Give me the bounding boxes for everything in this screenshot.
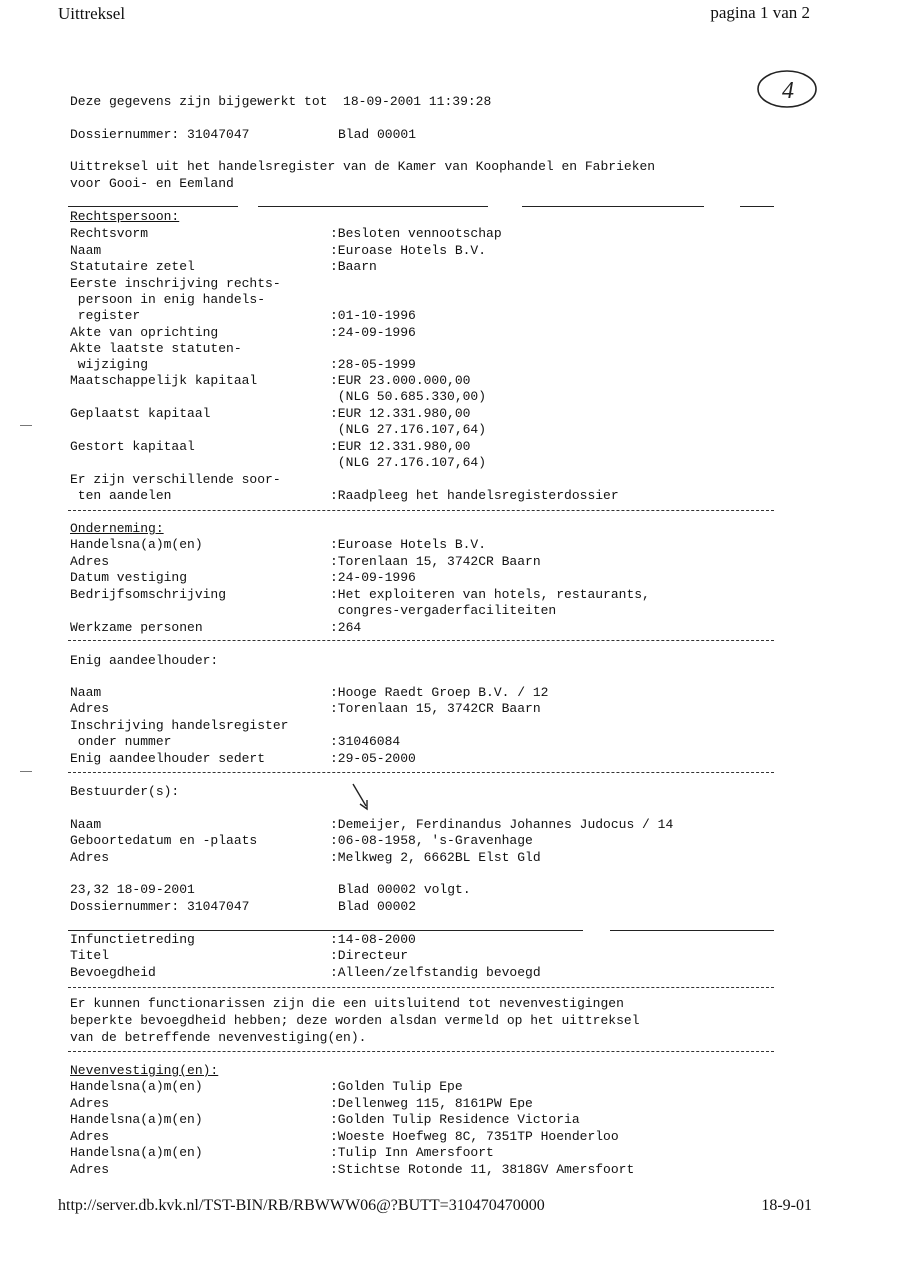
field-value: :Woeste Hoefweg 8C, 7351TP Hoenderloo — [330, 1129, 619, 1144]
field-value: :264 — [330, 620, 362, 635]
field-label: Handelsna(a)m(en) — [70, 537, 203, 552]
field-label: Handelsna(a)m(en) — [70, 1112, 203, 1127]
print-time-line: 23,32 18-09-2001 — [70, 882, 195, 897]
extract-title-line-2: voor Gooi- en Eemland — [70, 176, 234, 191]
print-footer-date: 18-9-01 — [761, 1197, 812, 1214]
dashed-separator — [68, 772, 774, 773]
field-value: :Torenlaan 15, 3742CR Baarn — [330, 701, 541, 716]
notice-line: Er kunnen functionarissen zijn die een uitsluitend tot nevenvestigingen — [70, 996, 624, 1011]
section-heading: Rechtspersoon: — [70, 209, 180, 224]
field-label: Adres — [70, 1096, 110, 1111]
field-value: :06-08-1958, 's-Gravenhage — [330, 833, 533, 848]
field-value: (NLG 27.176.107,64) — [330, 455, 487, 470]
handwritten-circled-number — [755, 68, 819, 112]
field-label: ten aandelen — [70, 488, 172, 503]
field-label: wijziging — [70, 357, 149, 372]
field-value: :Euroase Hotels B.V. — [330, 243, 487, 258]
field-label: Statutaire zetel — [70, 259, 195, 274]
field-value: :28-05-1999 — [330, 357, 416, 372]
field-value: congres-vergaderfaciliteiten — [330, 603, 557, 618]
section-heading: Onderneming: — [70, 521, 164, 536]
field-label: Inschrijving handelsregister — [70, 718, 289, 733]
field-value: :Besloten vennootschap — [330, 226, 502, 241]
scan-margin-mark — [20, 771, 32, 772]
field-label: Bedrijfsomschrijving — [70, 587, 227, 602]
section-heading: Enig aandeelhouder: — [70, 653, 219, 668]
print-footer-url: http://server.db.kvk.nl/TST-BIN/RB/RBWWW06@?BUTT=310470470000 — [58, 1197, 545, 1214]
field-label: Handelsna(a)m(en) — [70, 1145, 203, 1160]
field-value: :Raadpleeg het handelsregisterdossier — [330, 488, 619, 503]
notice-line: beperkte bevoegdheid hebben; deze worden alsdan vermeld op het uittreksel — [70, 1013, 640, 1028]
field-label: persoon in enig handels- — [70, 292, 266, 307]
field-value: :14-08-2000 — [330, 932, 416, 947]
separator-line — [610, 930, 774, 931]
field-label: Geboortedatum en -plaats — [70, 833, 258, 848]
field-value: :EUR 12.331.980,00 — [330, 439, 471, 454]
dossier-number: Dossiernummer: 31047047 — [70, 127, 250, 142]
dashed-separator — [68, 640, 774, 641]
field-label: Adres — [70, 850, 110, 865]
field-value: :29-05-2000 — [330, 751, 416, 766]
field-label: Bevoegdheid — [70, 965, 156, 980]
field-label: Adres — [70, 701, 110, 716]
handwritten-arrow-mark — [350, 782, 372, 812]
field-label: Naam — [70, 243, 102, 258]
extract-title-line-1: Uittreksel uit het handelsregister van de Kamer van Koophandel en Fabrieken — [70, 159, 656, 174]
field-value: :24-09-1996 — [330, 570, 416, 585]
field-label: Maatschappelijk kapitaal — [70, 373, 258, 388]
separator-line — [522, 206, 704, 207]
field-label: Gestort kapitaal — [70, 439, 195, 454]
field-value: :Melkweg 2, 6662BL Elst Gld — [330, 850, 541, 865]
field-value: :24-09-1996 — [330, 325, 416, 340]
field-label: Adres — [70, 1129, 110, 1144]
field-value: :Alleen/zelfstandig bevoegd — [330, 965, 541, 980]
field-label: onder nummer — [70, 734, 172, 749]
field-label: Geplaatst kapitaal — [70, 406, 211, 421]
field-value: :EUR 23.000.000,00 — [330, 373, 471, 388]
field-label: Titel — [70, 948, 110, 963]
field-label: Akte laatste statuten- — [70, 341, 242, 356]
field-value: :Golden Tulip Residence Victoria — [330, 1112, 580, 1127]
separator-line — [68, 206, 238, 207]
next-page-note: Blad 00002 volgt. — [338, 882, 471, 897]
dashed-separator — [68, 1051, 774, 1052]
field-value: :01-10-1996 — [330, 308, 416, 323]
field-label: Naam — [70, 817, 102, 832]
field-value: :31046084 — [330, 734, 401, 749]
page-sheet-number: Blad 00001 — [338, 127, 417, 142]
field-label: register — [70, 308, 141, 323]
separator-line — [740, 206, 774, 207]
field-value: (NLG 27.176.107,64) — [330, 422, 487, 437]
field-value: :Stichtse Rotonde 11, 3818GV Amersfoort — [330, 1162, 635, 1177]
field-label: Datum vestiging — [70, 570, 188, 585]
field-value: :Baarn — [330, 259, 377, 274]
print-header-page-number: pagina 1 van 2 — [710, 3, 810, 22]
field-value: :Dellenweg 115, 8161PW Epe — [330, 1096, 533, 1111]
field-label: Akte van oprichting — [70, 325, 219, 340]
field-label: Infunctietreding — [70, 932, 195, 947]
separator-line — [68, 930, 583, 931]
handwritten-number: 4 — [782, 78, 794, 104]
field-label: Er zijn verschillende soor- — [70, 472, 281, 487]
field-label: Eerste inschrijving rechts- — [70, 276, 281, 291]
field-label: Adres — [70, 554, 110, 569]
field-value: :Tulip Inn Amersfoort — [330, 1145, 494, 1160]
section-heading: Bestuurder(s): — [70, 784, 180, 799]
section-heading: Nevenvestiging(en): — [70, 1063, 219, 1078]
field-value: :EUR 12.331.980,00 — [330, 406, 471, 421]
field-label: Naam — [70, 685, 102, 700]
separator-line — [258, 206, 488, 207]
field-label: Rechtsvorm — [70, 226, 149, 241]
dossier-number: Dossiernummer: 31047047 — [70, 899, 250, 914]
field-value: :Torenlaan 15, 3742CR Baarn — [330, 554, 541, 569]
field-label: Werkzame personen — [70, 620, 203, 635]
field-value: :Directeur — [330, 948, 409, 963]
field-label: Handelsna(a)m(en) — [70, 1079, 203, 1094]
updated-timestamp-line: Deze gegevens zijn bijgewerkt tot 18-09-2001 11:39:28 — [70, 94, 492, 109]
field-value: :Het exploiteren van hotels, restaurants, — [330, 587, 650, 602]
field-value: (NLG 50.685.330,00) — [330, 389, 487, 404]
print-header-title: Uittreksel — [58, 4, 126, 23]
field-label: Adres — [70, 1162, 110, 1177]
field-label: Enig aandeelhouder sedert — [70, 751, 266, 766]
page-sheet-number: Blad 00002 — [338, 899, 417, 914]
notice-line: van de betreffende nevenvestiging(en). — [70, 1030, 367, 1045]
dashed-separator — [68, 510, 774, 511]
field-value: :Demeijer, Ferdinandus Johannes Judocus / 14 — [330, 817, 674, 832]
field-value: :Golden Tulip Epe — [330, 1079, 463, 1094]
scan-margin-mark — [20, 425, 32, 426]
dashed-separator — [68, 987, 774, 988]
field-value: :Euroase Hotels B.V. — [330, 537, 487, 552]
field-value: :Hooge Raedt Groep B.V. / 12 — [330, 685, 549, 700]
